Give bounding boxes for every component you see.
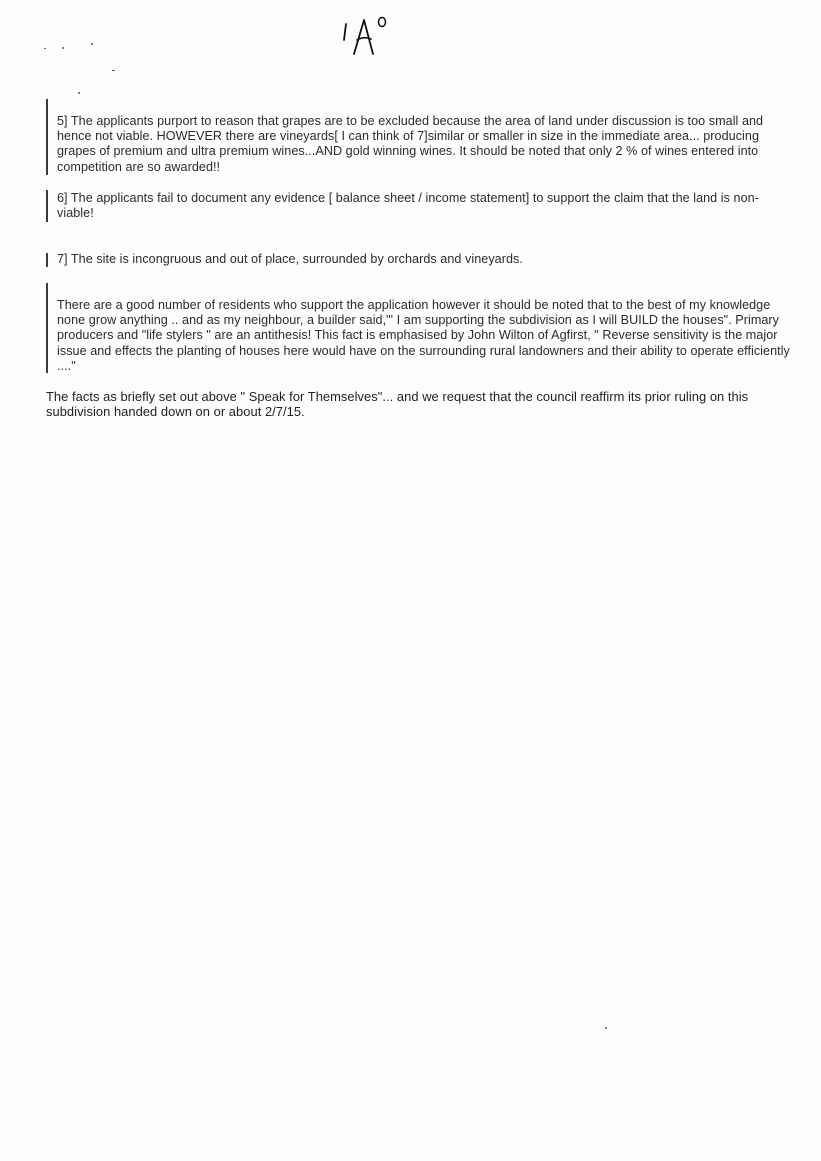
paragraph-text: 5] The applicants purport to reason that grapes are to be excluded because the area of land under discussion is too small and hence not viable. HOWEVER there are vineyards[ I can think of 7]similar or smaller in size in the immediate area... producing grapes of premium and ultra premium wines...AND gold winning wines. It should be noted that only 2 % of wines entered into competition are so awarded!! [57, 114, 764, 174]
scan-speck [112, 70, 115, 71]
paragraph-conclusion [46, 389, 791, 419]
paragraph-point-6 [57, 191, 792, 221]
change-bar [46, 99, 48, 175]
paragraph-text: 7] The site is incongruous and out of place, surrounded by orchards and vineyards. [57, 252, 523, 266]
paragraph-point-5 [57, 114, 792, 175]
scan-speck [605, 1027, 607, 1029]
paragraph-text: There are a good number of residents who support the application however it should be noted that to the best of my knowledge none grow anything .. and as my neighbour, a builder said,"' I am supporting the subdivision as I will BUILD the houses". Primary producers and "life stylers " are an antithesis! This fact is emphasised by John Wilton of Agfirst, " Reverse sensitivity is the major issue and effects the planting of houses here would have on the surrounding rural landowners and their ability to operate efficiently ...." [57, 298, 790, 373]
change-bar [46, 283, 48, 373]
handwritten-page-mark [338, 14, 398, 62]
paragraph-point-7 [57, 252, 792, 267]
scan-speck [44, 48, 46, 49]
change-bar [46, 190, 48, 222]
change-bar [46, 253, 48, 267]
paragraph-text: The facts as briefly set out above " Speak for Themselves"... and we request that the council reaffirm its prior ruling on this subdivision handed down on or about 2/7/15. [46, 389, 749, 420]
scan-speck [62, 47, 64, 49]
handwritten-1a-mark [338, 14, 398, 62]
paragraph-residents [57, 298, 797, 374]
scan-speck [91, 43, 93, 45]
scan-speck [78, 92, 80, 94]
paragraph-text: 6] The applicants fail to document any evidence [ balance sheet / income statement] to support the claim that the land is non-viable! [57, 191, 759, 221]
